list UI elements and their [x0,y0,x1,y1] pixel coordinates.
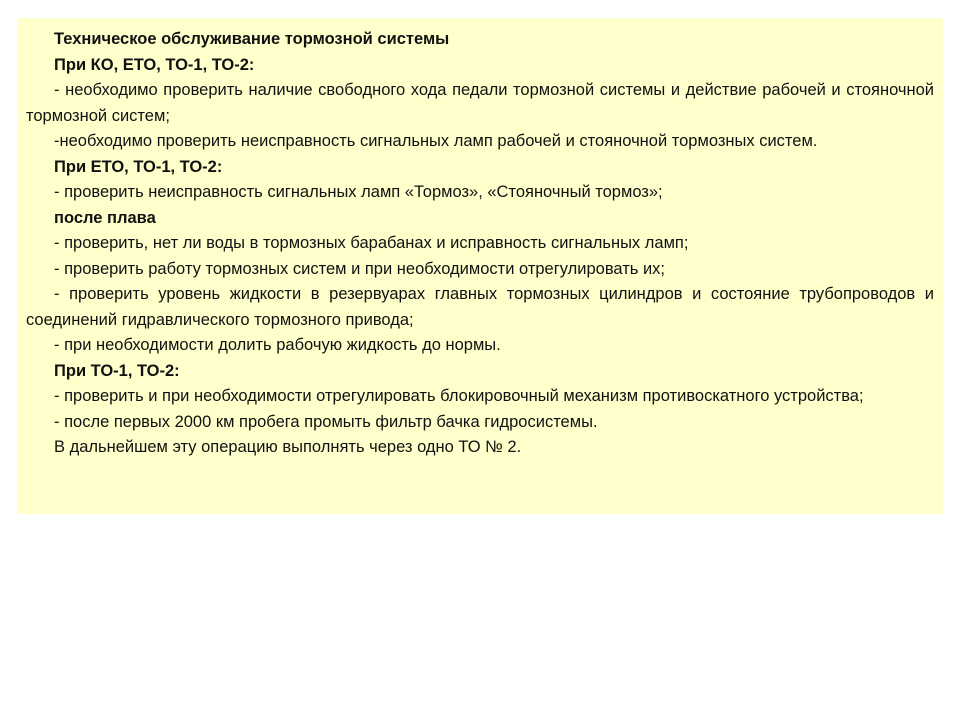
list-item: - необходимо проверить наличие свободного хода педали тормозной системы и действие рабочей и стояночной тормозной систем; [26,81,934,125]
list-item: - после первых 2000 км пробега промыть фильтр бачка гидросистемы. [54,412,598,431]
list-item: -необходимо проверить неисправность сигнальных ламп рабочей и стояночной тормозных систем. [54,132,818,150]
section-heading-ko-eto-to1-to2: При КО, ЕТО, ТО-1, ТО-2: [54,55,255,74]
content-panel [17,18,943,514]
list-item: - проверить и при необходимости отрегулировать блокировочный механизм противоскатного устройства; [54,387,864,405]
page-title: Техническое обслуживание тормозной системы [54,30,450,48]
list-item: - проверить работу тормозных систем и при необходимости отрегулировать их; [54,259,666,278]
section-heading-to1-to2: При ТО-1, ТО-2: [54,361,180,380]
list-item: - проверить, нет ли воды в тормозных барабанах и исправность сигнальных ламп; [54,234,689,252]
section-heading-after-flotation: после плава [54,208,156,227]
list-item: - проверить неисправность сигнальных ламп «Тормоз», «Стояночный тормоз»; [54,183,663,201]
list-item: - при необходимости долить рабочую жидкость до нормы. [54,336,501,354]
section-heading-eto-to1-to2: При ЕТО, ТО-1, ТО-2: [54,157,223,176]
list-item: В дальнейшем эту операцию выполнять через одно ТО № 2. [54,438,522,456]
list-item: - проверить уровень жидкости в резервуарах главных тормозных цилиндров и состояние трубопроводов и соединений гидравлического тормозного привода; [26,285,934,329]
